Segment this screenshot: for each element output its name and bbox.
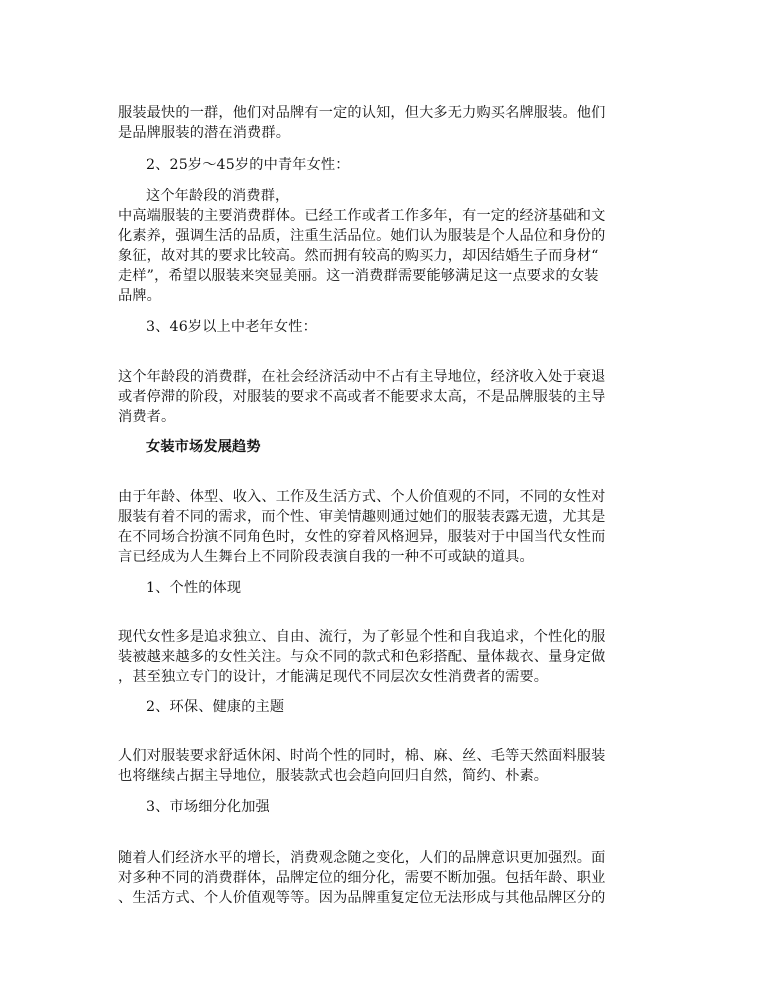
paragraph-line: 在不同场合扮演不同角色时，女性的穿着风格迥异，服装对于中国当代女性而 — [118, 529, 606, 545]
list-item-title: 3、市场细分化加强 — [146, 799, 270, 815]
paragraph-line: 中高端服装的主要消费群体。已经工作或者工作多年，有一定的经济基础和文 — [118, 208, 606, 224]
paragraph-line: 消费者。 — [118, 409, 176, 425]
paragraph-line: 人们对服装要求舒适休闲、时尚个性的同时，棉、麻、丝、毛等天然面料服装 — [118, 748, 606, 764]
list-item-title: 2、环保、健康的主题 — [146, 699, 285, 715]
paragraph-line: 化素养，强调生活的品质，注重生活品位。她们认为服装是个人品位和身份的 — [118, 228, 606, 244]
list-item-title: 3、46岁以上中老年女性： — [146, 319, 317, 335]
paragraph-line: 这个年龄段的消费群， — [146, 188, 290, 204]
paragraph-line: 象征，故对其的要求比较高。然而拥有较高的购买力，却因结婚生子而身材“ — [118, 248, 599, 264]
paragraph-line: 这个年龄段的消费群，在社会经济活动中不占有主导地位，经济收入处于衰退 — [118, 369, 606, 385]
paragraph-line: 服装有着不同的需求，而个性、审美情趣则通过她们的服装表露无遗，尤其是 — [118, 509, 606, 525]
paragraph-line: 品牌。 — [118, 288, 162, 304]
paragraph-line: 走样”，希望以服装来突显美丽。这一消费群需要能够满足这一点要求的女装 — [118, 268, 599, 284]
list-item-title: 1、个性的体现 — [146, 580, 242, 596]
paragraph-line: 言已经成为人生舞台上不同阶段表演自我的一种不可或缺的道具。 — [118, 549, 534, 565]
paragraph-line: ，甚至独立专门的设计，才能满足现代不同层次女性消费者的需要。 — [118, 669, 549, 685]
paragraph-line: 现代女性多是追求独立、自由、流行，为了彰显个性和自我追求，个性化的服 — [118, 629, 606, 645]
paragraph-line: 是品牌服装的潜在消费群。 — [118, 125, 291, 141]
paragraph-line: 由于年龄、体型、收入、工作及生活方式、个人价值观的不同，不同的女性对 — [118, 489, 606, 505]
section-heading: 女装市场发展趋势 — [146, 439, 261, 455]
paragraph-line: 随着人们经济水平的增长，消费观念随之变化，人们的品牌意识更加强烈。面 — [118, 850, 606, 866]
paragraph-line: 服装最快的一群，他们对品牌有一定的认知，但大多无力购买名牌服装。他们 — [118, 105, 606, 121]
paragraph-line: 对多种不同的消费群体，品牌定位的细分化，需要不断加强。包括年龄、职业 — [118, 870, 606, 886]
list-item-title: 2、25岁～45岁的中青年女性： — [146, 157, 350, 173]
paragraph-line: 、生活方式、个人价值观等等。因为品牌重复定位无法形成与其他品牌区分的 — [118, 890, 606, 906]
paragraph-line: 也将继续占据主导地位，服装款式也会趋向回归自然，简约、朴素。 — [118, 768, 549, 784]
paragraph-line: 或者停滞的阶段，对服装的要求不高或者不能要求太高，不是品牌服装的主导 — [118, 389, 606, 405]
paragraph-line: 装被越来越多的女性关注。与众不同的款式和色彩搭配、量体裁衣、量身定做 — [118, 649, 606, 665]
